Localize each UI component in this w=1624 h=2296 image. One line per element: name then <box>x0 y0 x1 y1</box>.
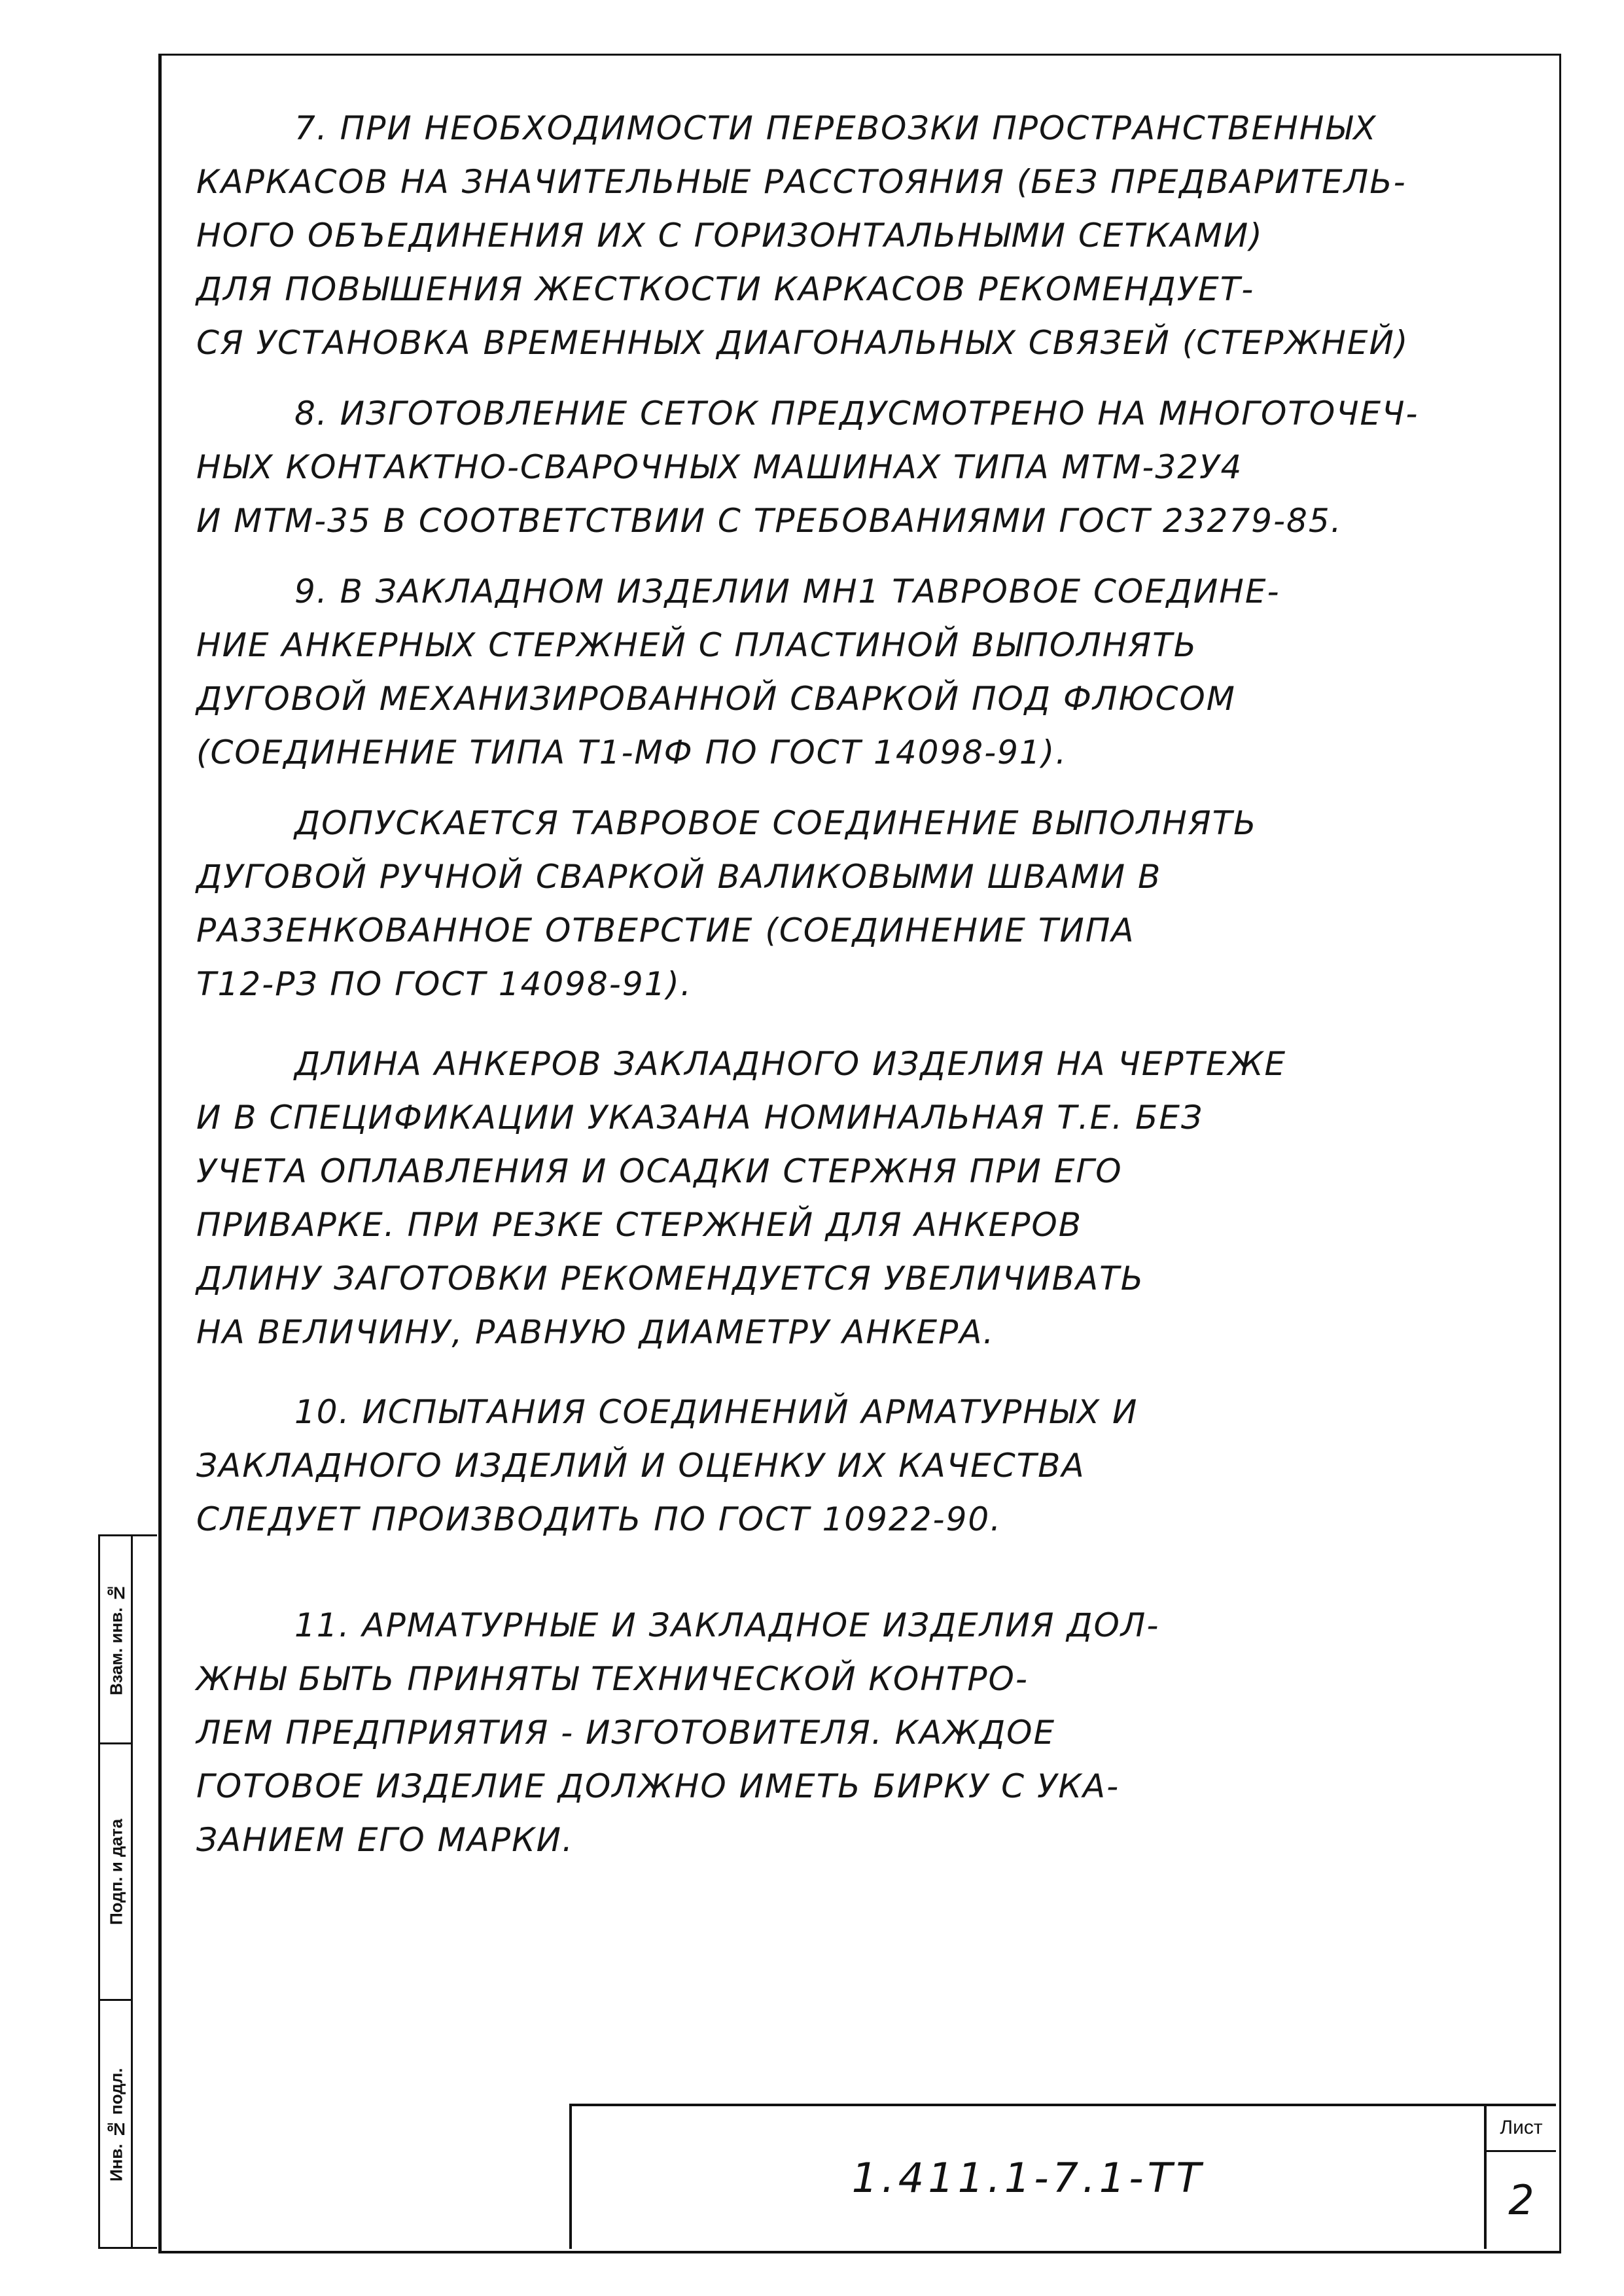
note-line: НОГО ОБЪЕДИНЕНИЯ ИХ С ГОРИЗОНТАЛЬНЫМИ СЕТКАМИ) <box>196 217 1263 255</box>
sheet-box <box>1484 2106 1556 2249</box>
note-line: И В СПЕЦИФИКАЦИИ УКАЗАНА НОМИНАЛЬНАЯ Т.Е. БЕЗ <box>196 1099 1203 1137</box>
note-line: Т12-РЗ ПО ГОСТ 14098-91). <box>196 965 692 1003</box>
stamp-cell-inv-podl <box>100 2001 133 2249</box>
note-line: ЖНЫ БЫТЬ ПРИНЯТЫ ТЕХНИЧЕСКОЙ КОНТРО- <box>196 1660 1029 1698</box>
note-line: 10. ИСПЫТАНИЯ СОЕДИНЕНИЙ АРМАТУРНЫХ И <box>294 1393 1139 1431</box>
title-block <box>569 2104 1556 2249</box>
note-line: 11. АРМАТУРНЫЕ И ЗАКЛАДНОЕ ИЗДЕЛИЯ ДОЛ- <box>294 1606 1160 1644</box>
note-line: КАРКАСОВ НА ЗНАЧИТЕЛЬНЫЕ РАССТОЯНИЯ (БЕЗ ПРЕДВАРИТЕЛЬ- <box>196 163 1407 201</box>
stamp-vzam-inv-label: Взам. инв. № <box>106 1583 126 1696</box>
sheet-number: 2 <box>1508 2176 1534 2224</box>
note-line: НЫХ КОНТАКТНО-СВАРОЧНЫХ МАШИНАХ ТИПА МТМ-32У4 <box>196 448 1243 486</box>
note-line: ДЛЯ ПОВЫШЕНИЯ ЖЕСТКОСТИ КАРКАСОВ РЕКОМЕНДУЕТ- <box>196 270 1255 308</box>
note-7 <box>196 101 1551 370</box>
document-designation: 1.411.1-7.1-ТТ <box>851 2153 1205 2202</box>
notes-text <box>196 101 1551 1867</box>
note-line: ЗАКЛАДНОГО ИЗДЕЛИЙ И ОЦЕНКУ ИХ КАЧЕСТВА <box>196 1447 1086 1485</box>
note-line: УЧЕТА ОПЛАВЛЕНИЯ И ОСАДКИ СТЕРЖНЯ ПРИ ЕГО <box>196 1152 1123 1190</box>
note-line: ДУГОВОЙ МЕХАНИЗИРОВАННОЙ СВАРКОЙ ПОД ФЛЮСОМ <box>196 680 1236 718</box>
note-9-anchor-length <box>196 1037 1551 1359</box>
note-9 <box>196 565 1551 779</box>
stamp-cell-vzam <box>100 1536 133 1744</box>
note-line: ЛЕМ ПРЕДПРИЯТИЯ - ИЗГОТОВИТЕЛЯ. КАЖДОЕ <box>196 1714 1056 1752</box>
stamp-cell-podp <box>100 1744 133 2001</box>
note-line: ПРИВАРКЕ. ПРИ РЕЗКЕ СТЕРЖНЕЙ ДЛЯ АНКЕРОВ <box>196 1206 1083 1244</box>
note-line: ДЛИНА АНКЕРОВ ЗАКЛАДНОГО ИЗДЕЛИЯ НА ЧЕРТЕЖЕ <box>294 1045 1287 1083</box>
note-line: РАЗЗЕНКОВАННОЕ ОТВЕРСТИЕ (СОЕДИНЕНИЕ ТИПА <box>196 911 1135 949</box>
margin-stamp <box>98 1534 157 2249</box>
note-line: 9. В ЗАКЛАДНОМ ИЗДЕЛИИ МН1 ТАВРОВОЕ СОЕДИНЕ- <box>294 573 1280 610</box>
note-line: ДУГОВОЙ РУЧНОЙ СВАРКОЙ ВАЛИКОВЫМИ ШВАМИ В <box>196 858 1162 896</box>
stamp-podp-data-label: Подп. и дата <box>106 1818 126 1925</box>
note-11 <box>196 1598 1551 1867</box>
note-10 <box>196 1385 1551 1546</box>
note-line: 7. ПРИ НЕОБХОДИМОСТИ ПЕРЕВОЗКИ ПРОСТРАНСТВЕННЫХ <box>294 109 1377 147</box>
note-line: ГОТОВОЕ ИЗДЕЛИЕ ДОЛЖНО ИМЕТЬ БИРКУ С УКА- <box>196 1767 1120 1805</box>
sheet-label: Лист <box>1487 2106 1556 2152</box>
note-line: И МТМ-35 В СООТВЕТСТВИИ С ТРЕБОВАНИЯМИ ГОСТ 23279-85. <box>196 502 1343 540</box>
note-8 <box>196 387 1551 548</box>
note-line: ДОПУСКАЕТСЯ ТАВРОВОЕ СОЕДИНЕНИЕ ВЫПОЛНЯТЬ <box>294 804 1258 842</box>
note-line: (СОЕДИНЕНИЕ ТИПА Т1-МФ ПО ГОСТ 14098-91). <box>196 733 1068 771</box>
note-line: СЯ УСТАНОВКА ВРЕМЕННЫХ ДИАГОНАЛЬНЫХ СВЯЗЕЙ (СТЕРЖНЕЙ) <box>196 324 1409 362</box>
note-9-welding-alt <box>196 796 1551 1011</box>
note-line: ЗАНИЕМ ЕГО МАРКИ. <box>196 1821 574 1859</box>
note-line: ДЛИНУ ЗАГОТОВКИ РЕКОМЕНДУЕТСЯ УВЕЛИЧИВАТЬ <box>196 1260 1145 1298</box>
note-line: НА ВЕЛИЧИНУ, РАВНУЮ ДИАМЕТРУ АНКЕРА. <box>196 1313 995 1351</box>
stamp-inv-podl-label: Инв. № подл. <box>106 2068 126 2182</box>
note-line: 8. ИЗГОТОВЛЕНИЕ СЕТОК ПРЕДУСМОТРЕНО НА МНОГОТОЧЕЧ- <box>294 395 1419 433</box>
note-line: СЛЕДУЕТ ПРОИЗВОДИТЬ ПО ГОСТ 10922-90. <box>196 1500 1002 1538</box>
note-line: НИЕ АНКЕРНЫХ СТЕРЖНЕЙ С ПЛАСТИНОЙ ВЫПОЛНЯТЬ <box>196 626 1197 664</box>
